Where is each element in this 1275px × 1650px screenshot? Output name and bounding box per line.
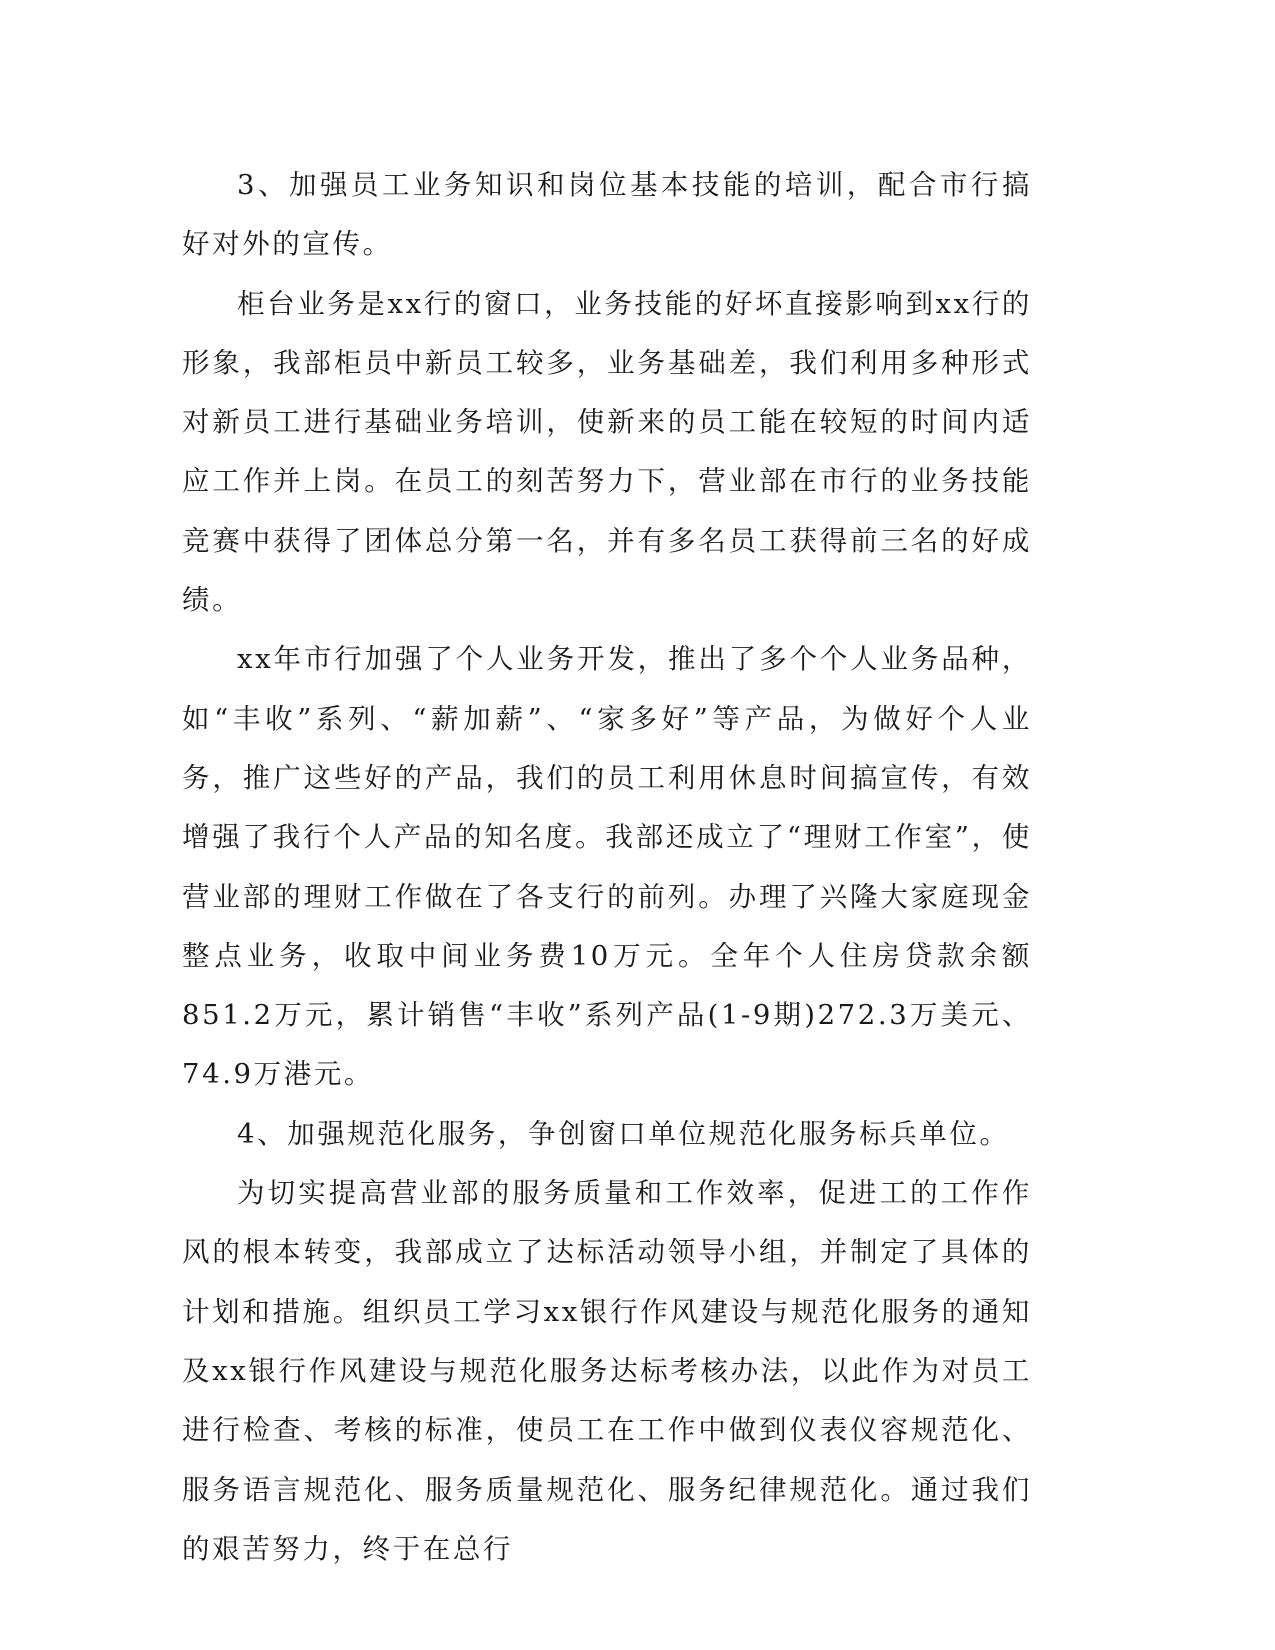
document-body [182, 156, 1032, 1579]
paragraph-counter-business: 柜台业务是xx行的窗口，业务技能的好坏直接影响到xx行的形象，我部柜员中新员工较多，业务基础差，我们利用多种形式对新员工进行基础业务培训，使新来的员工能在较短的时间内适应工作并上岗。在员工的刻苦努力下，营业部在市行的业务技能竞赛中获得了团体总分第一名，并有多名员工获得前三名的好成绩。 [182, 287, 1032, 617]
paragraph-section-4-heading: 4、加强规范化服务，争创窗口单位规范化服务标兵单位。 [237, 1117, 1010, 1150]
paragraph-section-3-heading: 3、加强员工业务知识和岗位基本技能的培训，配合市行搞好对外的宣传。 [182, 169, 1032, 261]
paragraph-service-standardization: 为切实提高营业部的服务质量和工作效率，促进工的工作作风的根本转变，我部成立了达标活动领导小组，并制定了具体的计划和措施。组织员工学习xx银行作风建设与规范化服务的通知及xx银行作风建设与规范化服务达标考核办法，以此作为对员工进行检查、考核的标准，使员工在工作中做到仪表仪容规范化、服务语言规范化、服务质量规范化、服务纪律规范化。通过我们的艰苦努力，终于在总行 [182, 1177, 1032, 1565]
paragraph-personal-business: xx年市行加强了个人业务开发，推出了多个个人业务品种，如“丰收”系列、“薪加薪”、“家多好”等产品，为做好个人业务，推广这些好的产品，我们的员工利用休息时间搞宣传，有效增强了我行个人产品的知名度。我部还成立了“理财工作室”，使营业部的理财工作做在了各支行的前列。办理了兴隆大家庭现金整点业务，收取中间业务费10万元。全年个人住房贷款余额851.2万元，累计销售“丰收”系列产品(1-9期)272.3万美元、74.9万港元。 [182, 643, 1032, 1091]
